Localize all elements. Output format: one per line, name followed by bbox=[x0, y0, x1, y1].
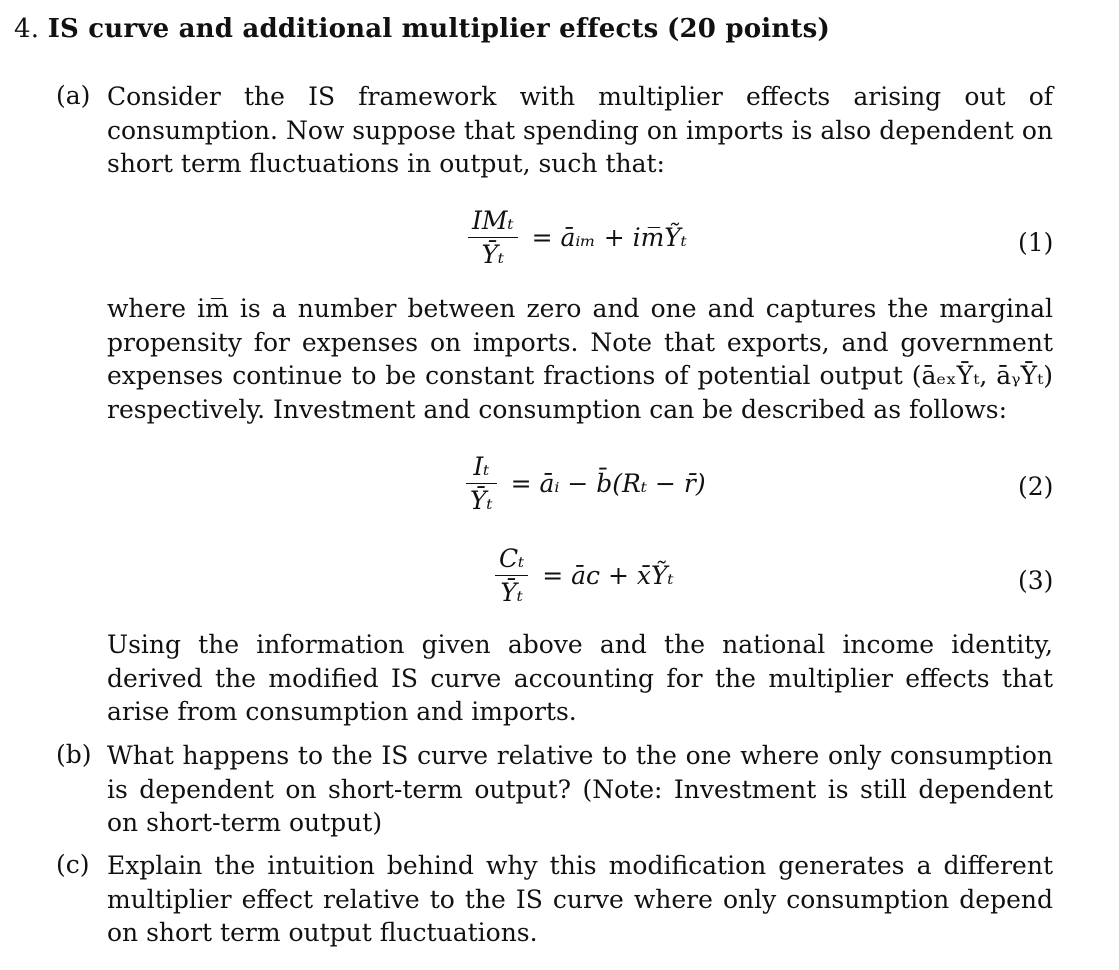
eq1-numerator: IMₜ bbox=[468, 206, 518, 238]
eq3-number: (3) bbox=[1018, 566, 1054, 595]
eq3-rhs: = āᴄ + x̄Ỹₜ bbox=[542, 561, 674, 590]
part-c-text: Explain the intuition behind why this modification generates a different multiplier effect relative to the IS curve where only consumption depend on short term output fluctuations. bbox=[107, 851, 1053, 947]
eq1-fraction bbox=[468, 206, 518, 269]
eq2-denominator: Ȳₜ bbox=[470, 486, 493, 515]
equation-2 bbox=[466, 452, 706, 515]
eq2-fraction bbox=[466, 452, 497, 515]
eq1-denominator: Ȳₜ bbox=[481, 240, 505, 269]
part-a-middle: where im̅ is a number between zero and one and captures the marginal propensity for expenses on imports. Note that exports, and government expenses continue to be constant fractions of potential output (āₑₓȲₜ, āᵧȲₜ) respectively. Investment and consumption can be described as follows: bbox=[107, 294, 1053, 424]
question-number: 4. bbox=[14, 14, 40, 44]
eq3-denominator: Ȳₜ bbox=[500, 578, 523, 607]
eq1-rhs bbox=[532, 223, 687, 252]
eq2-rhs: = āᵢ − b̄(Rₜ − r̄) bbox=[510, 469, 706, 498]
part-a-intro: Consider the IS framework with multiplier effects arising out of consumption. Now suppose that spending on imports is also dependent on short term fluctuations in output, such that: bbox=[107, 82, 1053, 178]
eq1-rhs-b: + im̅Ỹₜ bbox=[595, 223, 687, 252]
question-points: (20 points) bbox=[667, 14, 830, 44]
equation-1 bbox=[468, 206, 687, 269]
question-heading bbox=[14, 14, 830, 44]
equation-3 bbox=[495, 544, 674, 607]
part-a-closing: Using the information given above and the national income identity, derived the modified IS curve accounting for the multiplier effects that arise from consumption and imports. bbox=[107, 630, 1053, 726]
part-c-label: (c) bbox=[56, 850, 90, 879]
part-b-label: (b) bbox=[56, 740, 92, 769]
eq3-numerator: Cₜ bbox=[495, 544, 528, 576]
eq2-number: (2) bbox=[1018, 472, 1054, 501]
part-b-text: What happens to the IS curve relative to the one where only consumption is dependent on short-term output? (Note: Investment is still dependent on short-term output) bbox=[107, 741, 1053, 837]
eq1-rhs-a: = āᵢₘ bbox=[531, 223, 596, 252]
eq1-number: (1) bbox=[1018, 228, 1054, 257]
question-title: IS curve and additional multiplier effects bbox=[47, 14, 659, 44]
eq2-numerator: Iₜ bbox=[466, 452, 497, 484]
part-a-label: (a) bbox=[56, 81, 91, 110]
eq3-fraction bbox=[495, 544, 528, 607]
